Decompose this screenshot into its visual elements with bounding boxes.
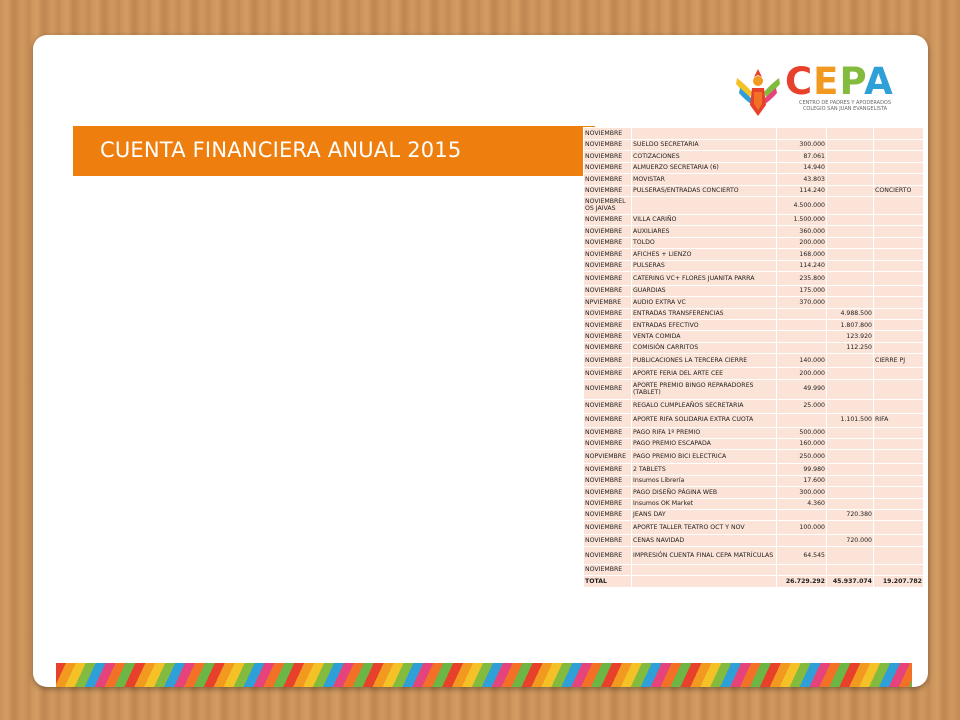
month-cell: NPVIEMBRE [584, 297, 632, 308]
income-cell: 4.988.500 [827, 308, 874, 319]
month-cell: NOPVIEMBRE [584, 450, 632, 464]
note-cell [874, 249, 924, 260]
income-cell [827, 271, 874, 285]
income-cell [827, 128, 874, 140]
expense-cell: 500.000 [777, 427, 827, 438]
table-row [584, 427, 924, 438]
month-cell: NOVIEMBRE [584, 439, 632, 450]
month-cell: NOVIEMBRE [584, 546, 632, 564]
note-cell [874, 320, 924, 331]
expense-cell: 200.000 [777, 237, 827, 248]
income-cell [827, 214, 874, 225]
expense-cell: 160.000 [777, 439, 827, 450]
table-row [584, 196, 924, 214]
income-cell [827, 427, 874, 438]
table-row [584, 379, 924, 399]
note-cell [874, 464, 924, 475]
table-row [584, 308, 924, 319]
expense-cell: 300.000 [777, 140, 827, 151]
concept-cell: PULSERAS [632, 260, 777, 271]
expense-cell [777, 564, 827, 575]
income-cell: 1.807.800 [827, 320, 874, 331]
month-cell: NOVIEMBRE [584, 535, 632, 546]
month-cell: NOVIEMBRE [584, 564, 632, 575]
note-cell [874, 196, 924, 214]
concept-cell: IMPRESIÓN CUENTA FINAL CEPA MATRÍCULAS [632, 546, 777, 564]
expense-cell: 300.000 [777, 487, 827, 498]
month-cell: NOVIEMBRE [584, 368, 632, 379]
expense-cell: 87.061 [777, 151, 827, 162]
income-cell: 1.101.500 [827, 413, 874, 427]
expense-cell [777, 308, 827, 319]
note-cell [874, 427, 924, 438]
month-cell: NOVIEMBRE [584, 399, 632, 413]
month-cell: NOVIEMBRE [584, 237, 632, 248]
concept-cell: Insumos Librería [632, 475, 777, 486]
concept-cell: COTIZACIONES [632, 151, 777, 162]
expense-cell: 17.600 [777, 475, 827, 486]
month-cell: TOTAL [584, 576, 632, 587]
note-cell [874, 297, 924, 308]
expense-cell: 175.000 [777, 285, 827, 296]
expense-cell [777, 535, 827, 546]
cepa-logo [733, 62, 903, 122]
expense-cell: 168.000 [777, 249, 827, 260]
month-cell: NOVIEMBRE [584, 260, 632, 271]
concept-cell: TOLDO [632, 237, 777, 248]
concept-cell: ENTRADAS TRANSFERENCIAS [632, 308, 777, 319]
income-cell [827, 174, 874, 185]
table-row [584, 331, 924, 342]
concept-cell: AUDIO EXTRA VC [632, 297, 777, 308]
concept-cell: GUARDIAS [632, 285, 777, 296]
month-cell: NOVIEMBRE [584, 226, 632, 237]
table-row [584, 487, 924, 498]
note-cell [874, 226, 924, 237]
income-cell: 112.250 [827, 342, 874, 353]
note-cell [874, 260, 924, 271]
expense-cell [777, 413, 827, 427]
note-cell [874, 214, 924, 225]
table-row [584, 151, 924, 162]
month-cell: NOVIEMBRE [584, 509, 632, 520]
expense-cell: 114.240 [777, 185, 827, 196]
income-cell: 720.000 [827, 535, 874, 546]
note-cell [874, 439, 924, 450]
income-cell [827, 151, 874, 162]
note-cell [874, 535, 924, 546]
expense-cell: 25.000 [777, 399, 827, 413]
table-row [584, 354, 924, 368]
table-row [584, 285, 924, 296]
concept-cell [632, 564, 777, 575]
expense-cell: 114.240 [777, 260, 827, 271]
table-row [584, 162, 924, 173]
note-cell [874, 331, 924, 342]
concept-cell [632, 196, 777, 214]
expense-cell [777, 331, 827, 342]
expense-cell: 370.000 [777, 297, 827, 308]
concept-cell [632, 576, 777, 587]
concept-cell: SUELDO SECRETARIA [632, 140, 777, 151]
income-cell [827, 226, 874, 237]
month-cell: NOVIEMBRE [584, 162, 632, 173]
income-cell [827, 564, 874, 575]
concept-cell: ENTRADAS EFECTIVO [632, 320, 777, 331]
logo-letter: E [813, 60, 840, 103]
expense-cell [777, 320, 827, 331]
table-row [584, 128, 924, 140]
title-banner [73, 126, 595, 176]
table-row [584, 509, 924, 520]
concept-cell: AUXILIARES [632, 226, 777, 237]
expense-cell: 360.000 [777, 226, 827, 237]
note-cell: CIERRE PJ [874, 354, 924, 368]
income-cell [827, 249, 874, 260]
note-cell [874, 498, 924, 509]
note-cell: RIFA [874, 413, 924, 427]
month-cell: NOVIEMBRE [584, 342, 632, 353]
table-row [584, 260, 924, 271]
concept-cell: 2 TABLETS [632, 464, 777, 475]
income-cell [827, 487, 874, 498]
total-row [584, 576, 924, 587]
table-row [584, 464, 924, 475]
income-cell [827, 260, 874, 271]
concept-cell: MOVISTAR [632, 174, 777, 185]
table-row [584, 535, 924, 546]
income-cell: 45.937.074 [827, 576, 874, 587]
concept-cell: COMISIÓN CARRITOS [632, 342, 777, 353]
month-cell: NOVIEMBRE [584, 464, 632, 475]
page-title: CUENTA FINANCIERA ANUAL 2015 [100, 138, 462, 162]
month-cell: NOVIEMBRE [584, 271, 632, 285]
income-cell [827, 140, 874, 151]
month-cell: NOVIEMBRE [584, 308, 632, 319]
note-cell [874, 564, 924, 575]
concept-cell: CATERING VC+ FLORES JUANITA PARRA [632, 271, 777, 285]
month-cell: NOVIEMBRE [584, 379, 632, 399]
concept-cell: APORTE TALLER TEATRO OCT Y NOV [632, 521, 777, 535]
concept-cell: PAGO PREMIO BICI ELECTRICA [632, 450, 777, 464]
month-cell: NOVIEMBRE [584, 151, 632, 162]
month-cell: NOVIEMBRE [584, 320, 632, 331]
month-cell: NOVIEMBREL OS JAIVAS [584, 196, 632, 214]
logo-subtitle-line: CENTRO DE PADRES Y APODERADOS [798, 100, 892, 106]
note-cell [874, 128, 924, 140]
table-row [584, 450, 924, 464]
concept-cell: VILLA CARIÑO [632, 214, 777, 225]
concept-cell: APORTE FERIA DEL ARTE CEE [632, 368, 777, 379]
income-cell [827, 546, 874, 564]
expense-cell: 140.000 [777, 354, 827, 368]
table-row [584, 475, 924, 486]
concept-cell: PUBLICACIONES LA TERCERA CIERRE [632, 354, 777, 368]
table-row [584, 564, 924, 575]
expense-cell: 43.803 [777, 174, 827, 185]
table-row [584, 214, 924, 225]
expense-cell: 26.729.292 [777, 576, 827, 587]
concept-cell: AFICHES + LIENZO [632, 249, 777, 260]
month-cell: NOVIEMBRE [584, 285, 632, 296]
expense-cell: 4.500.000 [777, 196, 827, 214]
note-cell [874, 450, 924, 464]
concept-cell: VENTA COMIDA [632, 331, 777, 342]
table-row [584, 271, 924, 285]
note-cell [874, 174, 924, 185]
table-row [584, 226, 924, 237]
note-cell [874, 342, 924, 353]
note-cell [874, 162, 924, 173]
month-cell: NOVIEMBRE [584, 354, 632, 368]
table-row [584, 249, 924, 260]
month-cell: NOVIEMBRE [584, 214, 632, 225]
table-row [584, 521, 924, 535]
note-cell [874, 509, 924, 520]
expense-cell [777, 509, 827, 520]
concept-cell: PAGO RIFA 1º PREMIO [632, 427, 777, 438]
income-cell [827, 162, 874, 173]
expense-cell [777, 128, 827, 140]
concept-cell: APORTE RIFA SOLIDARIA EXTRA CUOTA [632, 413, 777, 427]
note-cell [874, 521, 924, 535]
month-cell: NOVIEMBRE [584, 521, 632, 535]
concept-cell [632, 128, 777, 140]
note-cell: 19.207.782 [874, 576, 924, 587]
month-cell: NOVIEMBRE [584, 427, 632, 438]
income-cell [827, 237, 874, 248]
expense-cell: 14.940 [777, 162, 827, 173]
income-cell [827, 521, 874, 535]
eagle-icon [733, 64, 783, 120]
income-cell [827, 379, 874, 399]
table-row [584, 237, 924, 248]
table-row [584, 368, 924, 379]
note-cell [874, 140, 924, 151]
logo-letter: C [785, 60, 814, 103]
expense-cell: 99.980 [777, 464, 827, 475]
income-cell [827, 285, 874, 296]
income-cell [827, 354, 874, 368]
note-cell [874, 487, 924, 498]
note-cell [874, 285, 924, 296]
concept-cell: REGALO CUMPLEAÑOS SECRETARIA [632, 399, 777, 413]
expense-cell: 49.990 [777, 379, 827, 399]
income-cell [827, 196, 874, 214]
logo-letter: P [839, 60, 865, 103]
slide [33, 35, 928, 687]
expense-cell [777, 342, 827, 353]
note-cell [874, 379, 924, 399]
month-cell: NOVIEMBRE [584, 475, 632, 486]
income-cell [827, 399, 874, 413]
income-cell [827, 185, 874, 196]
table-row [584, 399, 924, 413]
month-cell: NOVIEMBRE [584, 140, 632, 151]
concept-cell: Insumos OK Market [632, 498, 777, 509]
concept-cell: PULSERAS/ENTRADAS CONCIERTO [632, 185, 777, 196]
month-cell: NOVIEMBRE [584, 487, 632, 498]
ledger-table [583, 127, 924, 588]
logo-wordmark [785, 62, 894, 102]
note-cell [874, 546, 924, 564]
income-cell: 720.380 [827, 509, 874, 520]
concept-cell: APORTE PREMIO BINGO REPARADORES (TABLET) [632, 379, 777, 399]
table-row [584, 546, 924, 564]
table-row [584, 439, 924, 450]
expense-cell: 250.000 [777, 450, 827, 464]
expense-cell: 4.360 [777, 498, 827, 509]
income-cell [827, 450, 874, 464]
logo-subtitle [785, 100, 905, 112]
month-cell: NOVIEMBRE [584, 174, 632, 185]
concept-cell: PAGO PREMIO ESCAPADA [632, 439, 777, 450]
income-cell [827, 475, 874, 486]
table-row [584, 320, 924, 331]
table-row [584, 413, 924, 427]
note-cell: CONCIERTO [874, 185, 924, 196]
month-cell: NOVIEMBRE [584, 249, 632, 260]
month-cell: NOVIEMBRE [584, 498, 632, 509]
month-cell: NOVIEMBRE [584, 413, 632, 427]
income-cell [827, 498, 874, 509]
month-cell: NOVIEMBRE [584, 128, 632, 140]
table-row [584, 185, 924, 196]
logo-subtitle-line: COLEGIO SAN JUAN EVANGELISTA [802, 106, 888, 112]
decorative-stripe [56, 663, 912, 687]
expense-cell: 64.545 [777, 546, 827, 564]
concept-cell: ALMUERZO SECRETARIA (6) [632, 162, 777, 173]
income-cell [827, 464, 874, 475]
note-cell [874, 308, 924, 319]
table-row [584, 140, 924, 151]
concept-cell: CENAS NAVIDAD [632, 535, 777, 546]
table-row [584, 174, 924, 185]
expense-cell: 100.000 [777, 521, 827, 535]
month-cell: NOVIEMBRE [584, 185, 632, 196]
income-cell [827, 368, 874, 379]
concept-cell: PAGO DISEÑO PÁGINA WEB [632, 487, 777, 498]
note-cell [874, 271, 924, 285]
note-cell [874, 237, 924, 248]
note-cell [874, 475, 924, 486]
income-cell [827, 439, 874, 450]
expense-cell: 1.500.000 [777, 214, 827, 225]
note-cell [874, 399, 924, 413]
expense-cell: 200.000 [777, 368, 827, 379]
logo-letter: A [864, 60, 894, 103]
concept-cell: JEANS DAY [632, 509, 777, 520]
ledger-body [584, 128, 924, 588]
note-cell [874, 151, 924, 162]
table-row [584, 498, 924, 509]
table-row [584, 297, 924, 308]
expense-cell: 235.800 [777, 271, 827, 285]
month-cell: NOVIEMBRE [584, 331, 632, 342]
income-cell: 123.920 [827, 331, 874, 342]
note-cell [874, 368, 924, 379]
table-row [584, 342, 924, 353]
income-cell [827, 297, 874, 308]
